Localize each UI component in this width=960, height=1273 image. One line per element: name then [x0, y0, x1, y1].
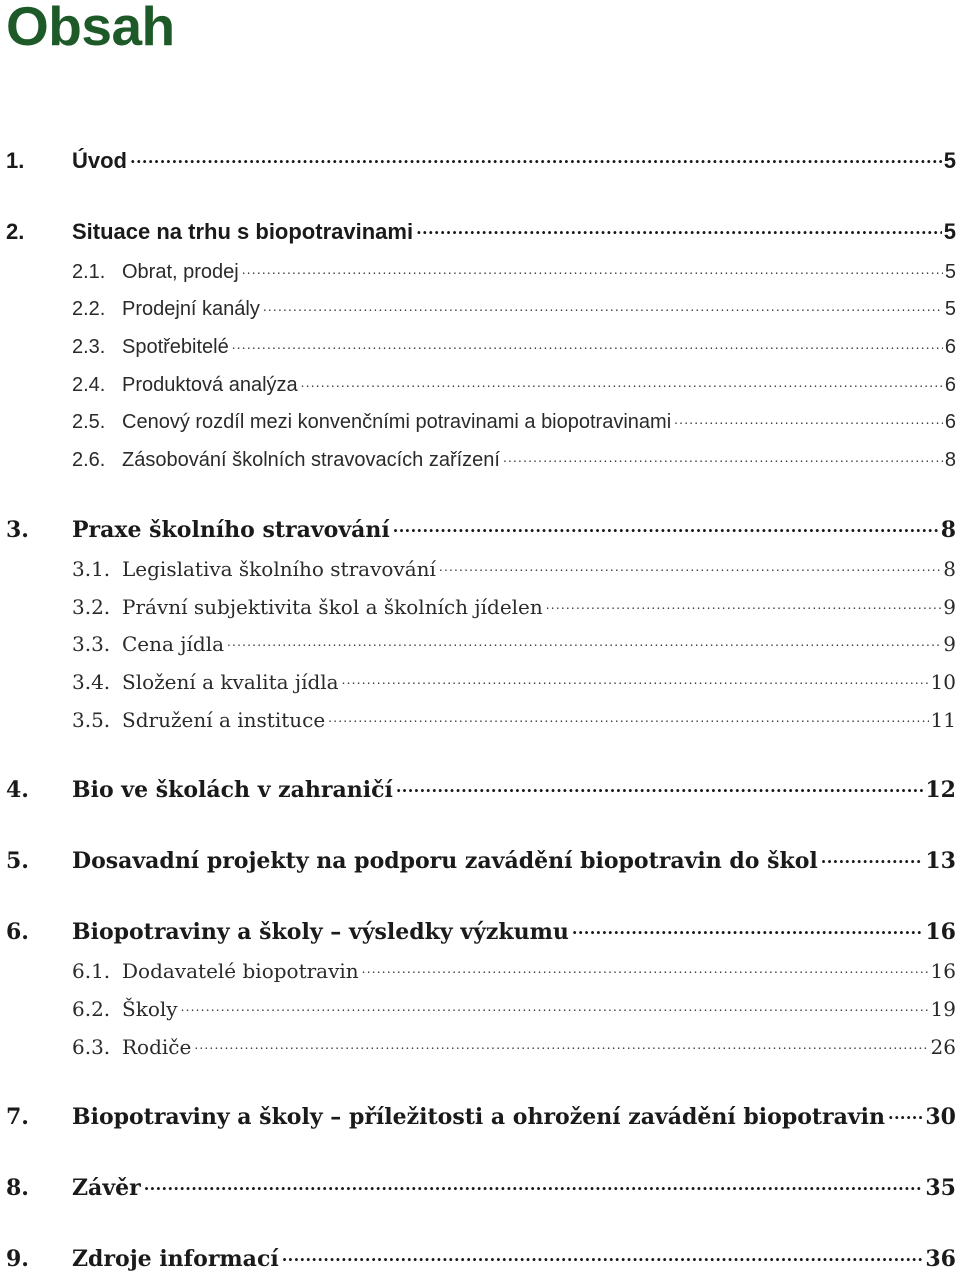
- dot-leader: [301, 363, 943, 397]
- toc-entry-title: Praxe školního stravování: [72, 517, 390, 543]
- toc-entry-title: Školy: [122, 997, 178, 1021]
- toc-chapter-entry[interactable]: [6, 911, 956, 945]
- toc-section-entry[interactable]: [6, 949, 956, 983]
- toc-entry-page-number: 35: [925, 1175, 956, 1201]
- toc-entry-title: Zdroje informací: [72, 1246, 279, 1272]
- toc-chapter-entry[interactable]: [6, 769, 956, 803]
- toc-entry-number: 2.: [6, 219, 25, 244]
- toc-section-entry[interactable]: [6, 250, 956, 284]
- dot-leader: [227, 622, 941, 656]
- toc-entry-page-number: 5: [943, 219, 956, 244]
- toc-section-entry[interactable]: [6, 325, 956, 359]
- toc-entry-number: 6.3.: [72, 1035, 111, 1059]
- dot-leader: [546, 585, 941, 619]
- toc-entry-page-number: 5: [943, 148, 956, 173]
- dot-leader: [194, 1025, 928, 1059]
- toc-entry-number: 8.: [6, 1175, 29, 1201]
- toc-entry-page-number: 6: [944, 411, 956, 433]
- toc-entry-page-number: 6: [944, 336, 956, 358]
- toc-entry-title: Prodejní kanály: [122, 298, 260, 320]
- dot-leader: [328, 698, 928, 732]
- toc-entry-number: 6.2.: [72, 997, 111, 1021]
- toc-entry-number: 2.3.: [72, 336, 106, 358]
- dot-leader: [821, 840, 924, 874]
- toc-entry-title: Složení a kvalita jídla: [122, 670, 339, 694]
- dot-leader: [181, 987, 929, 1021]
- toc-chapter-entry[interactable]: [6, 1238, 956, 1272]
- toc-section-entry[interactable]: [6, 363, 956, 397]
- toc-entry-number: 6.: [6, 919, 29, 945]
- toc-entry-title: Produktová analýza: [122, 374, 298, 396]
- dot-leader: [144, 1167, 924, 1201]
- toc-section-entry[interactable]: [6, 400, 956, 434]
- dot-leader: [674, 400, 943, 434]
- toc-entry-title: Legislativa školního stravování: [122, 557, 436, 581]
- toc-entry-page-number: 26: [930, 1035, 956, 1059]
- toc-entry-page-number: 13: [925, 848, 956, 874]
- toc-entry-page-number: 12: [925, 777, 956, 803]
- toc-entry-number: 5.: [6, 848, 29, 874]
- dot-leader: [242, 250, 943, 284]
- toc-entry-number: 2.6.: [72, 449, 106, 471]
- toc-entry-title: Úvod: [72, 148, 127, 173]
- toc-entry-number: 6.1.: [72, 959, 111, 983]
- toc-entry-page-number: 8: [940, 517, 956, 543]
- toc-section-entry[interactable]: [6, 698, 956, 732]
- toc-entry-page-number: 16: [925, 919, 956, 945]
- dot-leader: [503, 438, 943, 472]
- toc-chapter-entry[interactable]: [6, 1167, 956, 1201]
- toc-entry-page-number: 8: [944, 449, 956, 471]
- toc-chapter-entry[interactable]: [6, 1096, 956, 1130]
- toc-entry-number: 2.5.: [72, 411, 106, 433]
- toc-entry-page-number: 19: [930, 997, 956, 1021]
- toc-entry-title: Situace na trhu s biopotravinami: [72, 219, 414, 244]
- toc-entry-number: 3.3.: [72, 632, 111, 656]
- dot-leader: [130, 140, 942, 174]
- toc-entry-number: 7.: [6, 1104, 29, 1130]
- toc-entry-page-number: 9: [943, 595, 956, 619]
- toc-entry-title: Biopotraviny a školy – výsledky výzkumu: [72, 919, 569, 945]
- toc-entry-number: 2.4.: [72, 374, 106, 396]
- dot-leader: [342, 660, 929, 694]
- toc-section-entry[interactable]: [6, 287, 956, 321]
- toc-entry-page-number: 16: [930, 959, 956, 983]
- toc-entry-page-number: 8: [943, 557, 956, 581]
- toc-entry-title: Biopotraviny a školy – příležitosti a ohrožení zavádění biopotravin: [72, 1104, 886, 1130]
- toc-entry-title: Dosavadní projekty na podporu zavádění biopotravin do škol: [72, 848, 818, 874]
- toc-entry-number: 2.1.: [72, 261, 106, 283]
- toc-entry-number: 2.2.: [72, 298, 106, 320]
- dot-leader: [396, 769, 924, 803]
- toc-chapter-entry[interactable]: [6, 211, 956, 245]
- toc-entry-page-number: 36: [925, 1246, 956, 1272]
- toc-entry-title: Dodavatelé biopotravin: [122, 959, 359, 983]
- toc-section-entry[interactable]: [6, 622, 956, 656]
- dot-leader: [282, 1238, 924, 1272]
- toc-entry-title: Rodiče: [122, 1035, 192, 1059]
- toc-chapter-entry[interactable]: [6, 140, 956, 174]
- toc-entry-title: Zásobování školních stravovacích zařízení: [122, 449, 500, 471]
- dot-leader: [572, 911, 923, 945]
- page-title: Obsah: [6, 0, 175, 57]
- toc-section-entry[interactable]: [6, 585, 956, 619]
- toc-section-entry[interactable]: [6, 660, 956, 694]
- toc-entry-title: Bio ve školách v zahraničí: [72, 777, 393, 803]
- toc-entry-page-number: 9: [943, 632, 956, 656]
- toc-entry-title: Právní subjektivita škol a školních jídelen: [122, 595, 543, 619]
- toc-entry-page-number: 5: [944, 261, 956, 283]
- toc-entry-title: Sdružení a instituce: [122, 708, 326, 732]
- toc-entry-number: 3.5.: [72, 708, 111, 732]
- toc-chapter-entry[interactable]: [6, 509, 956, 543]
- dot-leader: [362, 949, 929, 983]
- toc-entry-number: 9.: [6, 1246, 29, 1272]
- toc-entry-page-number: 11: [930, 708, 956, 732]
- toc-section-entry[interactable]: [6, 547, 956, 581]
- toc-entry-page-number: 5: [944, 298, 956, 320]
- toc-entry-number: 3.: [6, 517, 29, 543]
- toc-entry-number: 4.: [6, 777, 29, 803]
- toc-section-entry[interactable]: [6, 1025, 956, 1059]
- dot-leader: [439, 547, 941, 581]
- toc-entry-number: 1.: [6, 148, 25, 173]
- toc-entry-title: Závěr: [72, 1175, 141, 1201]
- toc-entry-title: Obrat, prodej: [122, 261, 239, 283]
- toc-chapter-entry[interactable]: [6, 840, 956, 874]
- toc-entry-title: Spotřebitelé: [122, 336, 229, 358]
- toc-entry-page-number: 30: [925, 1104, 956, 1130]
- toc-entry-number: 3.2.: [72, 595, 111, 619]
- dot-leader: [888, 1096, 923, 1130]
- dot-leader: [416, 211, 942, 245]
- dot-leader: [393, 509, 939, 543]
- toc-entry-title: Cena jídla: [122, 632, 225, 656]
- dot-leader: [232, 325, 943, 359]
- toc-entry-page-number: 10: [930, 670, 956, 694]
- toc-entry-title: Cenový rozdíl mezi konvenčními potravinami a biopotravinami: [122, 411, 672, 433]
- dot-leader: [263, 287, 943, 321]
- toc-entry-page-number: 6: [944, 374, 956, 396]
- toc-entry-number: 3.1.: [72, 557, 111, 581]
- toc-section-entry[interactable]: [6, 438, 956, 472]
- toc-section-entry[interactable]: [6, 987, 956, 1021]
- toc-entry-number: 3.4.: [72, 670, 111, 694]
